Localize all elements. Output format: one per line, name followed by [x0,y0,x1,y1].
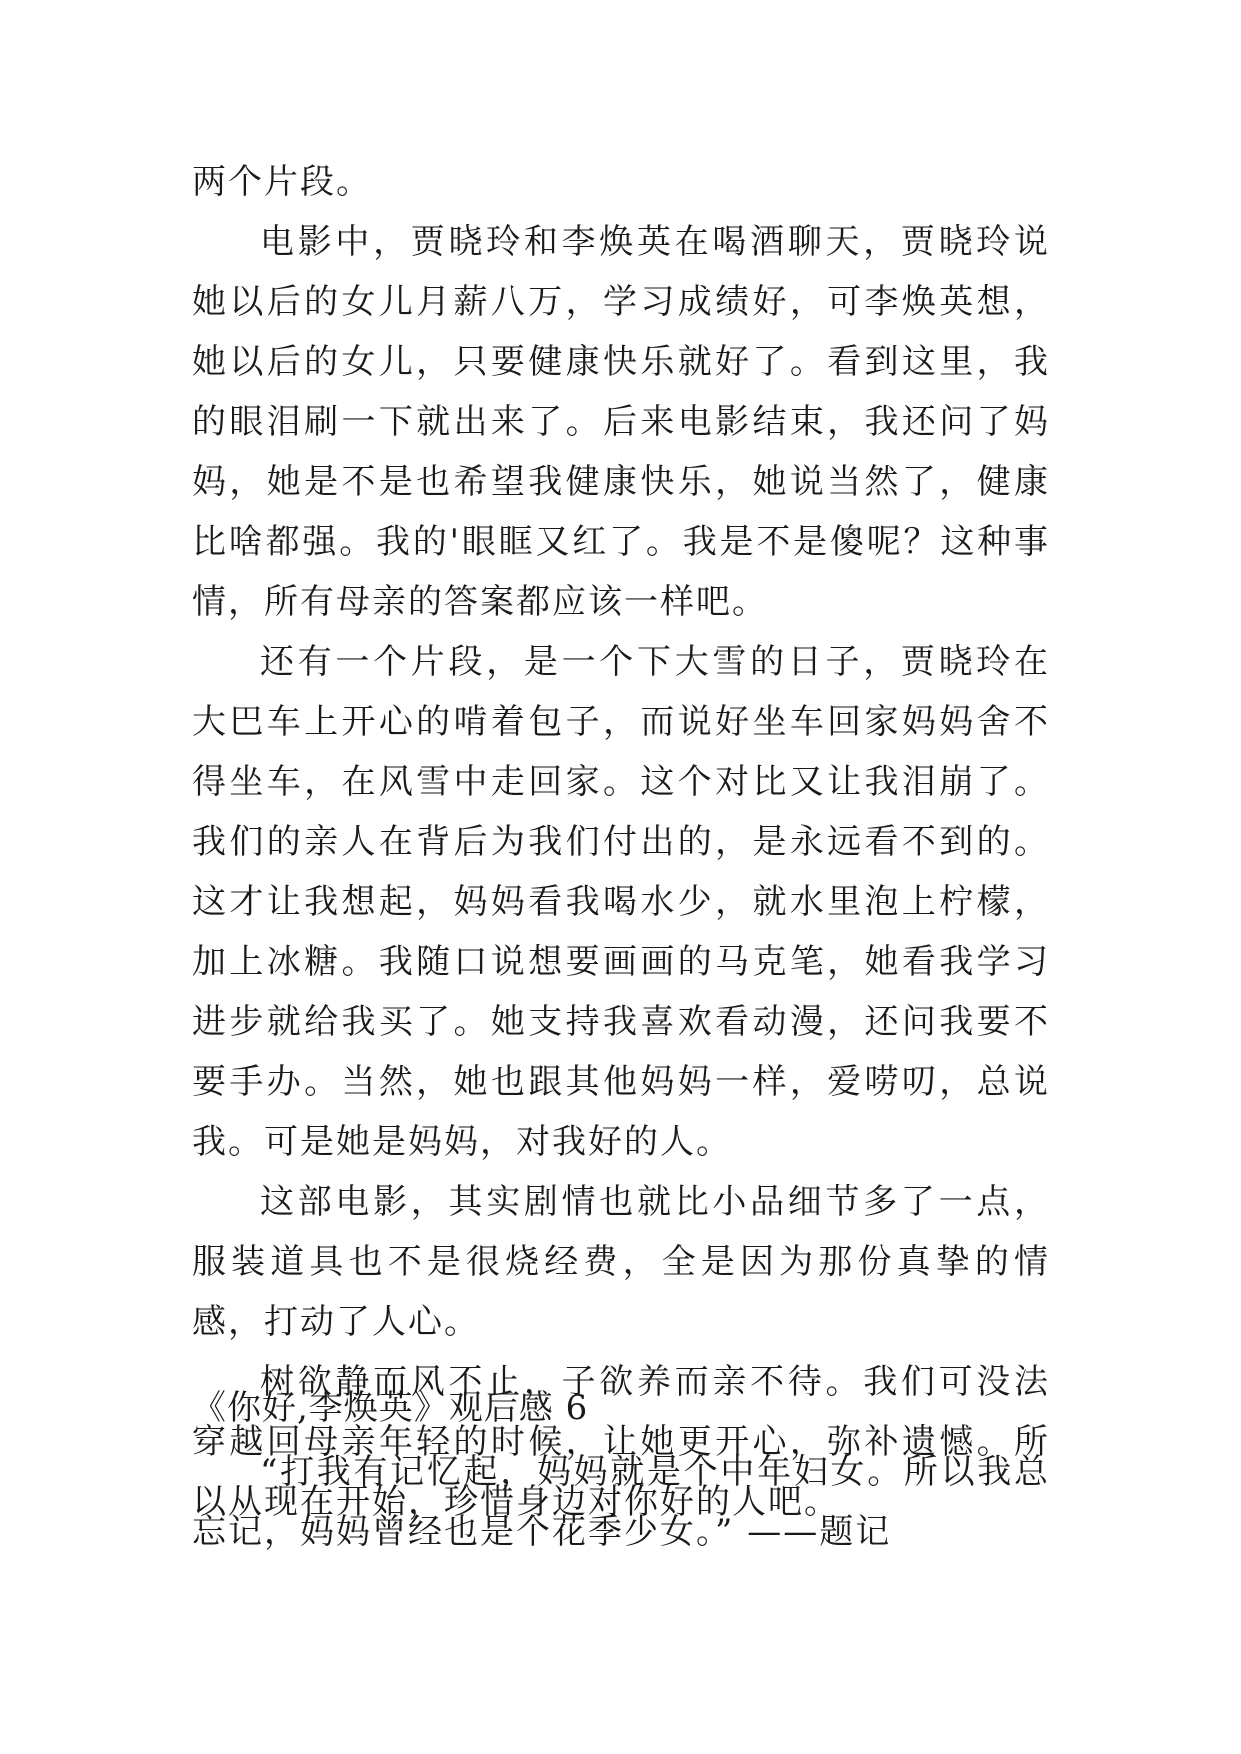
paragraph: 树欲静而风不止，子欲养而亲不待。我们可没法穿越回母亲年轻的时候，让她更开心，弥补遗憾。所以从现在开始，珍惜身边对你好的人吧。 [192,1362,1050,1522]
paragraph: 这部电影，其实剧情也就比小品细节多了一点，服装道具也不是很烧经费，全是因为那份真挚的情感，打动了人心。 [192,1182,1050,1342]
paragraph: 电影中，贾晓玲和李焕英在喝酒聊天，贾晓玲说她以后的女儿月薪八万，学习成绩好，可李焕英想，她以后的女儿，只要健康快乐就好了。看到这里，我的眼泪刷一下就出来了。后来电影结束，我还问了妈妈，她是不是也希望我健康快乐，她说当然了，健康比啥都强。我的'眼眶又红了。我是不是傻呢？这种事情，所有母亲的答案都应该一样吧。 [192,222,1050,622]
paragraph-continuation: 两个片段。 [192,162,372,202]
section-heading: 《你好,李焕英》观后感 6 [192,1388,589,1428]
paragraph: 还有一个片段，是一个下大雪的日子，贾晓玲在大巴车上开心的啃着包子，而说好坐车回家妈妈舍不得坐车，在风雪中走回家。这个对比又让我泪崩了。我们的亲人在背后为我们付出的，是永远看不到的。这才让我想起，妈妈看我喝水少，就水里泡上柠檬，加上冰糖。我随口说想要画画的马克笔，她看我学习进步就给我买了。她支持我喜欢看动漫，还问我要不要手办。当然，她也跟其他妈妈一样，爱唠叨，总说我。可是她是妈妈，对我好的人。 [192,642,1050,1162]
epigraph-paragraph: “打我有记忆起，妈妈就是个中年妇女。所以我总忘记，妈妈曾经也是个花季少女。” ——题记 [192,1452,1050,1552]
next-section [192,1378,1050,1562]
essay-body [192,152,1050,1532]
